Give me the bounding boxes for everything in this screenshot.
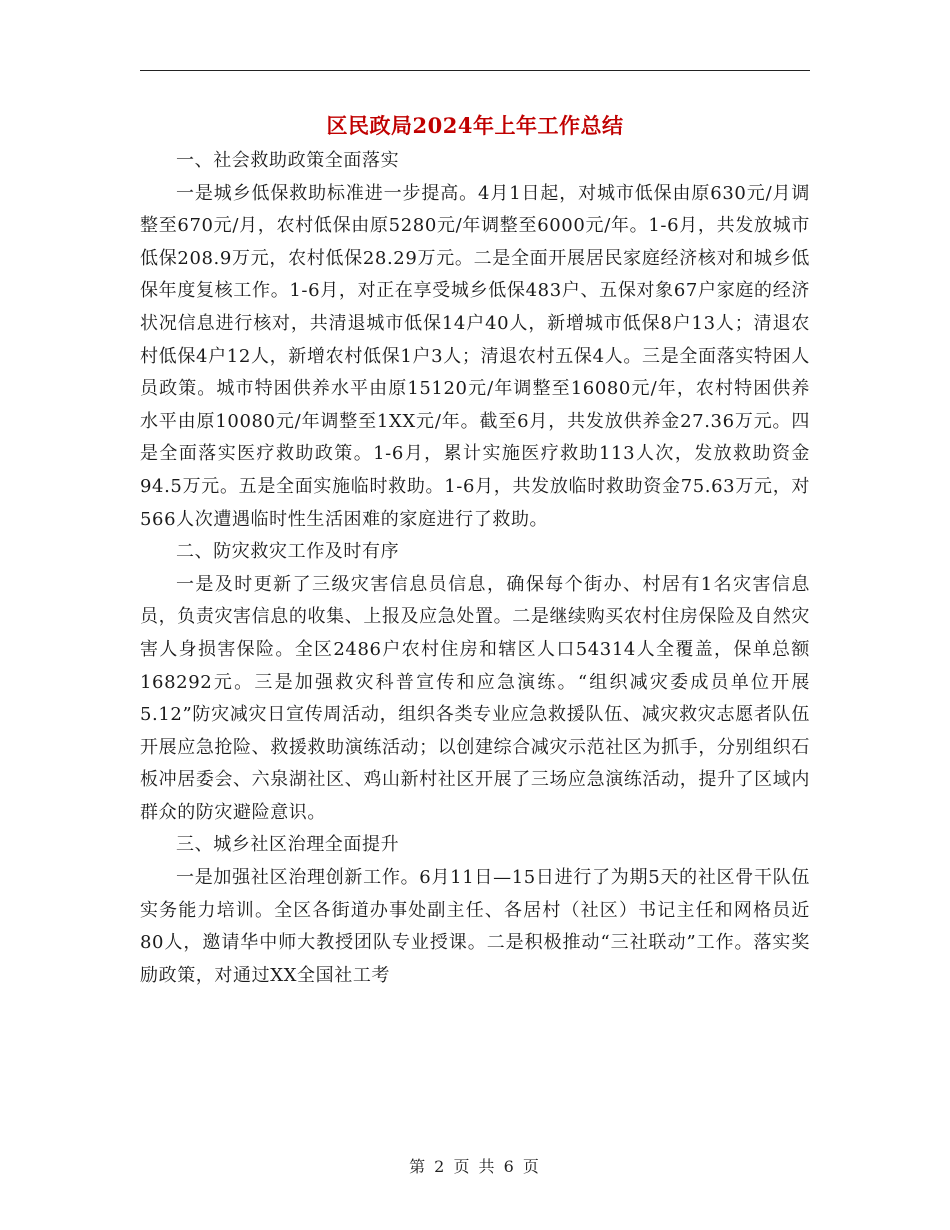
header-rule bbox=[140, 70, 810, 71]
section-heading-social-assistance: 一、社会救助政策全面落实 bbox=[176, 150, 400, 171]
section-heading-community-governance: 三、城乡社区治理全面提升 bbox=[176, 834, 400, 856]
section-body-community-governance: 一是加强社区治理创新工作。6月11日—15日进行了为期5天的社区骨干队伍实务能力培训。全区各街道办事处副主任、各居村（社区）书记主任和网格员近80人，邀请华中师大教授团队专业授课。二是积极推动“三社联动”工作。落实奖励政策，对通过XX全国社工考 bbox=[140, 867, 810, 986]
page-number-footer: 第 2 页 共 6 页 bbox=[409, 1157, 541, 1176]
document-title: 区民政局2024年上年工作总结 bbox=[326, 113, 624, 138]
section-body-disaster-relief: 一是及时更新了三级灾害信息员信息，确保每个街办、村居有1名灾害信息员，负责灾害信息的收集、上报及应急处置。二是继续购买农村住房保险及自然灾害人身损害保险。全区2486户农村住房和辖区人口54314人全覆盖，保单总额168292元。三是加强救灾科普宣传和应急演练。“组织减灾委成员单位开展5.12”防灾减灾日宣传周活动，组织各类专业应急救援队伍、减灾救灾志愿者队伍开展应急抢险、救援救助演练活动；以创建综合减灾示范社区为抓手，分别组织石板冲居委会、六泉湖社区、鸡山新村社区开展了三场应急演练活动，提升了区域内群众的防灾避险意识。 bbox=[140, 573, 810, 823]
section-heading-disaster-relief: 二、防灾救灾工作及时有序 bbox=[176, 541, 400, 563]
document-body bbox=[140, 145, 810, 992]
section-body-social-assistance: 一是城乡低保救助标准进一步提高。4月1日起，对城市低保由原630元/月调整至670元/月，农村低保由原5280元/年调整至6000元/年。1-6月，共发放城市低保208.9万元，农村低保28.29万元。二是全面开展居民家庭经济核对和城乡低保年度复核工作。1-6月，对正在享受城乡低保483户、五保对象67户家庭的经济状况信息进行核对，共清退城市低保14户40人，新增城市低保8户13人；清退农村低保4户12人，新增农村低保1户3人；清退农村五保4人。三是全面落实特困人员政策。城市特困供养水平由原15120元/年调整至16080元/年，农村特困供养水平由原10080元/年调整至1XX元/年。截至6月，共发放供养金27.36万元。四是全面落实医疗救助政策。1-6月，累计实施医疗救助113人次，发放救助资金94.5万元。五是全面实施临时救助。1-6月，共发放临时救助资金75.63万元，对566人次遭遇临时性生活困难的家庭进行了救助。 bbox=[140, 182, 810, 530]
